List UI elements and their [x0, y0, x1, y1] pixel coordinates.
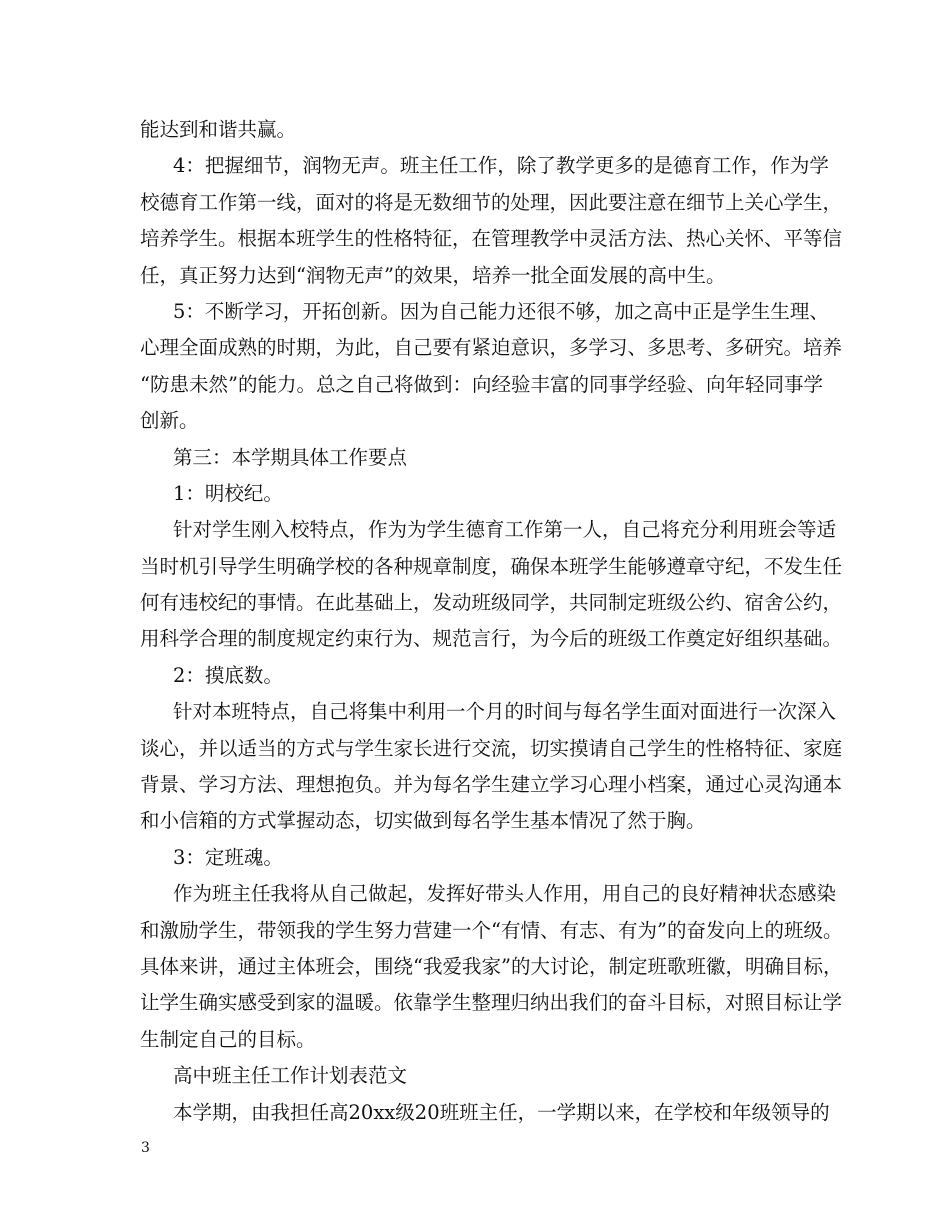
- text-line: 让学生确实感受到家的温暖。依靠学生整理归纳出我们的奋斗目标，对照目标让学: [140, 991, 843, 1015]
- text-line: 1：明校纪。: [173, 481, 283, 505]
- text-line: 培养学生。根据本班学生的性格特征，在管理教学中灵活方法、热心关怀、平等信: [140, 227, 843, 251]
- text-line: 心理全面成熟的时期，为此，自己要有紧迫意识，多学习、多思考、多研究。培养: [140, 336, 843, 360]
- text-line: 用科学合理的制度规定约束行为、规范言行，为今后的班级工作奠定好组织基础。: [140, 627, 843, 651]
- text-line: 创新。: [140, 409, 199, 433]
- text-line: 当时机引导学生明确学校的各种规章制度，确保本班学生能够遵章守纪，不发生任: [140, 554, 843, 578]
- text-line: 谈心，并以适当的方式与学生家长进行交流，切实摸请自己学生的性格特征、家庭: [140, 736, 843, 760]
- text-line: 背景、学习方法、理想抱负。并为每名学生建立学习心理小档案，通过心灵沟通本: [140, 773, 843, 797]
- text-line: 高中班主任工作计划表范文: [173, 1064, 408, 1088]
- body-text: [140, 112, 843, 1131]
- text-line: 针对本班特点，自己将集中利用一个月的时间与每名学生面对面进行一次深入: [173, 700, 837, 724]
- text-line: 和激励学生，带领我的学生努力营建一个“有情、有志、有为”的奋发向上的班级。: [140, 918, 843, 942]
- text-line: 校德育工作第一线，面对的将是无数细节的处理，因此要注意在细节上关心学生，: [140, 190, 843, 214]
- text-line: 和小信箱的方式掌握动态，切实做到每名学生基本情况了然于胸。: [140, 809, 706, 833]
- text-line: 5：不断学习，开拓创新。因为自己能力还很不够，加之高中正是学生生理、: [173, 299, 829, 323]
- text-line: 针对学生刚入校特点，作为为学生德育工作第一人，自己将充分利用班会等适: [173, 518, 837, 542]
- text-line: 3：定班魂。: [173, 845, 283, 869]
- page-number: 3: [141, 1140, 150, 1156]
- text-line: 4：把握细节，润物无声。班主任工作，除了教学更多的是德育工作，作为学: [173, 154, 829, 178]
- text-line: 本学期，由我担任高20xx级20班班主任，一学期以来，在学校和年级领导的: [173, 1100, 830, 1124]
- text-line: 具体来讲，通过主体班会，围绕“我爱我家”的大讨论，制定班歌班徽，明确目标，: [140, 954, 843, 978]
- text-line: 作为班主任我将从自己做起，发挥好带头人作用，用自己的良好精神状态感染: [173, 882, 837, 906]
- text-line: 能达到和谐共赢。: [140, 118, 297, 141]
- text-line: 任，真正努力达到“润物无声”的效果，培养一批全面发展的高中生。: [140, 263, 726, 287]
- text-line: 2：摸底数。: [173, 663, 283, 687]
- text-line: 生制定自己的目标。: [140, 1027, 316, 1051]
- text-line: 第三：本学期具体工作要点: [173, 445, 408, 469]
- text-line: 何有违校纪的事情。在此基础上，发动班级同学，共同制定班级公约、宿舍公约，: [140, 591, 843, 615]
- text-line: “防患未然”的能力。总之自己将做到：向经验丰富的同事学经验、向年轻同事学: [140, 372, 823, 396]
